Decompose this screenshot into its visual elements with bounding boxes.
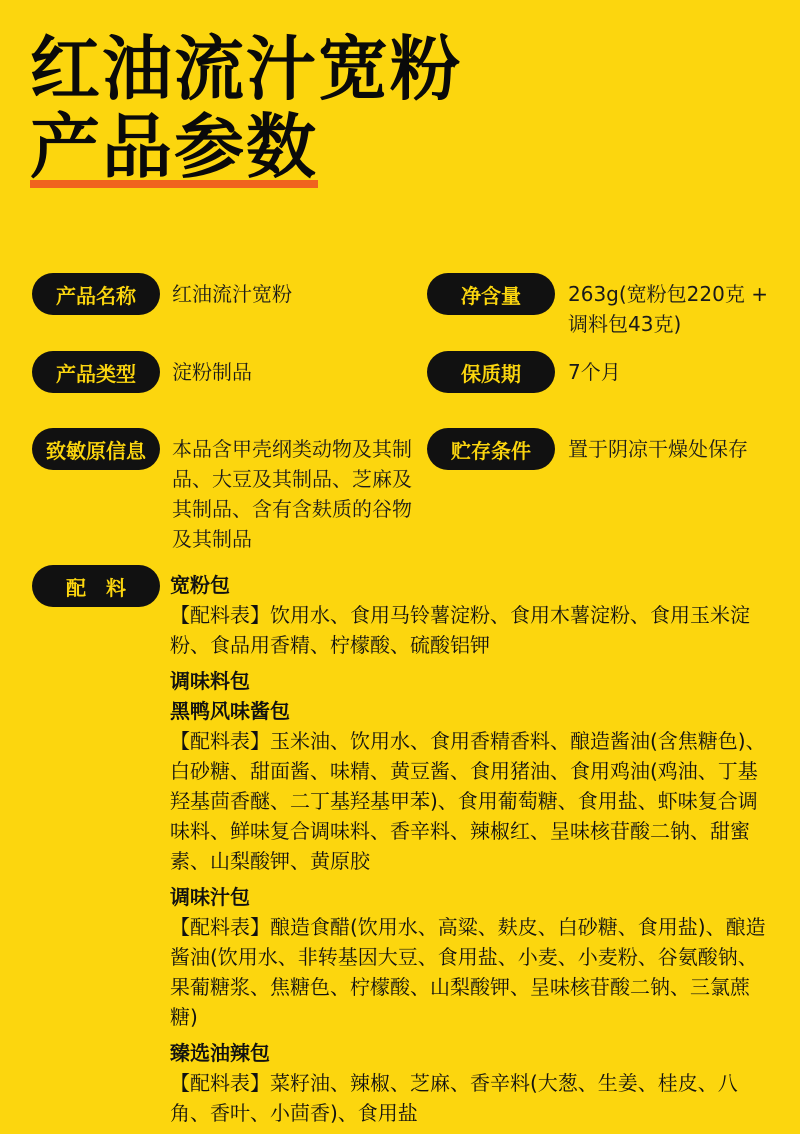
label-net-content: 净含量 — [427, 273, 555, 315]
title-subheading — [30, 106, 318, 188]
section-title-chili-oil: 臻选油辣包 — [170, 1041, 270, 1065]
section-title-seasoning: 调味料包 — [170, 669, 250, 693]
label-storage: 贮存条件 — [427, 428, 555, 470]
label-ingredients: 配 料 — [32, 565, 160, 607]
value-product-type: 淀粉制品 — [172, 360, 252, 384]
label-product-name: 产品名称 — [32, 273, 160, 315]
section-text-noodle-pack: 【配料表】饮用水、食用马铃薯淀粉、食用木薯淀粉、食用玉米淀粉、食品用香精、柠檬酸、硫酸铝钾 — [170, 603, 750, 657]
value-product-name: 红油流汁宽粉 — [172, 282, 292, 306]
value-storage: 置于阴凉干燥处保存 — [568, 437, 748, 461]
section-text-sauce-pack: 【配料表】酿造食醋(饮用水、高粱、麸皮、白砂糖、食用盐)、酿造酱油(饮用水、非转基因大豆、食用盐、小麦、小麦粉、谷氨酸钠、果葡糖浆、焦糖色、柠檬酸、山梨酸钾、呈味核苷酸二钠、三氯蔗糖) — [170, 915, 766, 1029]
title-subheading-text: 产品参数 — [30, 106, 318, 188]
section-text-chili-oil: 【配料表】菜籽油、辣椒、芝麻、香辛料(大葱、生姜、桂皮、八角、香叶、小茴香)、食用盐 — [170, 1071, 738, 1125]
section-title-sauce-pack: 调味汁包 — [170, 885, 250, 909]
label-allergen: 致敏原信息 — [32, 428, 160, 470]
page-title — [30, 28, 462, 188]
ingredients-list — [170, 570, 770, 1134]
label-shelf-life: 保质期 — [427, 351, 555, 393]
value-net-content: 263g(宽粉包220克 + 调料包43克) — [568, 282, 768, 336]
label-product-type: 产品类型 — [32, 351, 160, 393]
section-title-noodle-pack: 宽粉包 — [170, 573, 230, 597]
section-title-duck-sauce: 黑鸭风味酱包 — [170, 699, 290, 723]
title-product-name: 红油流汁宽粉 — [30, 28, 462, 110]
section-text-duck-sauce: 【配料表】玉米油、饮用水、食用香精香料、酿造酱油(含焦糖色)、白砂糖、甜面酱、味精、黄豆酱、食用猪油、食用鸡油(鸡油、丁基羟基茴香醚、二丁基羟基甲苯)、食用葡萄糖、食用盐、虾味复合调味料、鲜味复合调味料、香辛料、辣椒红、呈味核苷酸二钠、甜蜜素、山梨酸钾、黄原胶 — [170, 729, 766, 873]
value-allergen: 本品含甲壳纲类动物及其制品、大豆及其制品、芝麻及其制品、含有含麸质的谷物及其制品 — [172, 437, 412, 551]
value-shelf-life: 7个月 — [568, 360, 621, 384]
